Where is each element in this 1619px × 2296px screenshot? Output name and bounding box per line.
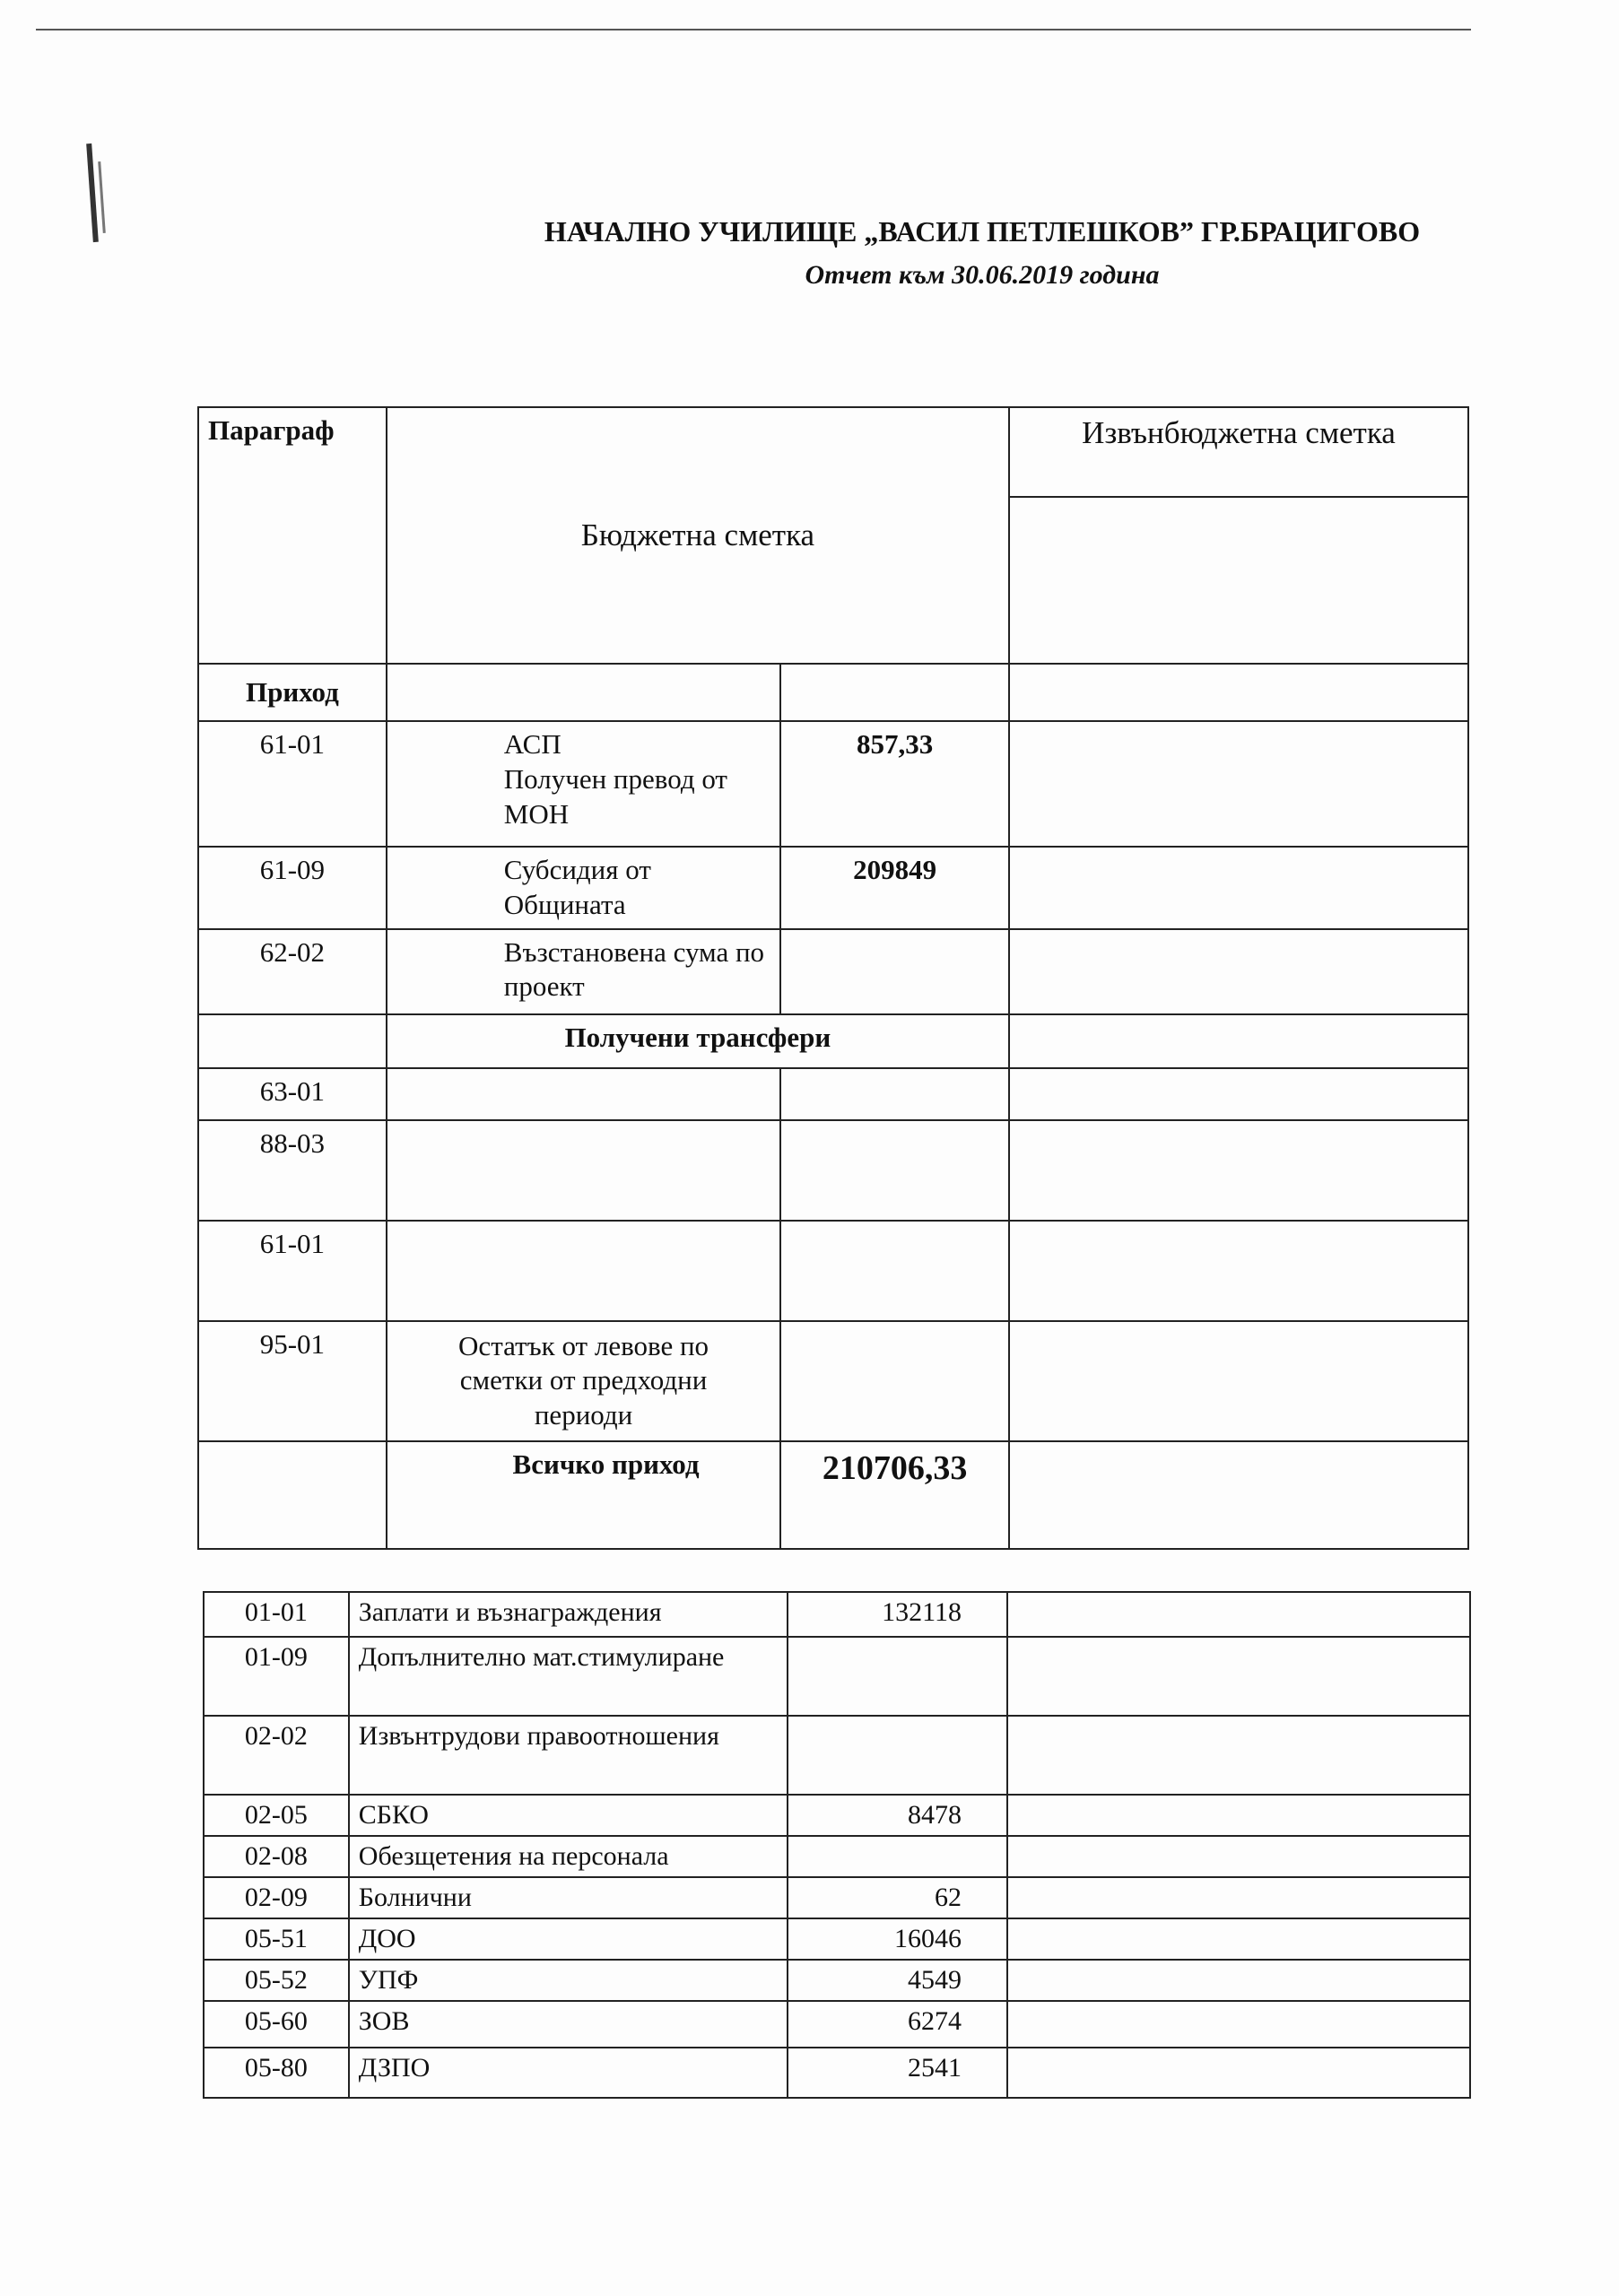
expense-code: 05-60 bbox=[204, 2001, 349, 2048]
expense-row bbox=[204, 2048, 1470, 2098]
empty-cell bbox=[1007, 2048, 1470, 2098]
empty-cell bbox=[1009, 664, 1468, 721]
expense-row bbox=[204, 2001, 1470, 2048]
row-code: 61-01 bbox=[198, 1221, 387, 1321]
expense-value bbox=[788, 1836, 1007, 1877]
row-value: 857,33 bbox=[780, 721, 1009, 847]
empty-cell bbox=[387, 1120, 781, 1221]
header-budget-account: Бюджетна сметка bbox=[387, 407, 1009, 664]
expense-value: 4549 bbox=[788, 1960, 1007, 2001]
row-description bbox=[387, 721, 781, 847]
empty-cell bbox=[1009, 929, 1468, 1014]
expense-value: 2541 bbox=[788, 2048, 1007, 2098]
empty-cell bbox=[1007, 1960, 1470, 2001]
row-value bbox=[780, 929, 1009, 1014]
empty-cell bbox=[1007, 1592, 1470, 1637]
row-code: 95-01 bbox=[198, 1321, 387, 1441]
top-rule bbox=[36, 29, 1471, 30]
expense-description: Заплати и възнаграждения bbox=[349, 1592, 788, 1637]
expense-code: 05-52 bbox=[204, 1960, 349, 2001]
empty-cell bbox=[1009, 847, 1468, 929]
expense-description: Допълнително мат.стимулиране bbox=[349, 1637, 788, 1716]
row-description: Остатък от левове по сметки от предходни периоди bbox=[387, 1321, 781, 1441]
expense-row bbox=[204, 1795, 1470, 1836]
empty-cell bbox=[387, 1068, 781, 1120]
empty-cell bbox=[1007, 1918, 1470, 1960]
row-code: 61-09 bbox=[198, 847, 387, 929]
empty-cell bbox=[387, 664, 781, 721]
expense-row bbox=[204, 1716, 1470, 1795]
expense-value: 6274 bbox=[788, 2001, 1007, 2048]
total-value: 210706,33 bbox=[780, 1441, 1009, 1549]
expense-table bbox=[203, 1591, 1471, 2099]
expense-description: ДЗПО bbox=[349, 2048, 788, 2098]
empty-cell bbox=[1007, 1877, 1470, 1918]
empty-cell bbox=[1007, 1637, 1470, 1716]
empty-cell bbox=[1007, 1836, 1470, 1877]
document-subtitle: Отчет към 30.06.2019 година bbox=[805, 260, 1160, 290]
expense-value bbox=[788, 1716, 1007, 1795]
expense-code: 01-09 bbox=[204, 1637, 349, 1716]
expense-code: 02-09 bbox=[204, 1877, 349, 1918]
empty-cell bbox=[387, 1221, 781, 1321]
row-code: 63-01 bbox=[198, 1068, 387, 1120]
empty-cell bbox=[780, 1221, 1009, 1321]
expense-description: Болнични bbox=[349, 1877, 788, 1918]
empty-cell bbox=[1009, 721, 1468, 847]
total-label: Всичко приход bbox=[387, 1441, 781, 1549]
empty-cell bbox=[198, 1441, 387, 1549]
expense-code: 02-05 bbox=[204, 1795, 349, 1836]
empty-cell bbox=[1009, 1014, 1468, 1068]
row-code: 88-03 bbox=[198, 1120, 387, 1221]
row-description-line: АСП bbox=[503, 728, 561, 760]
empty-cell bbox=[1009, 1441, 1468, 1549]
empty-cell bbox=[780, 1120, 1009, 1221]
expense-row bbox=[204, 1836, 1470, 1877]
empty-cell bbox=[1009, 1120, 1468, 1221]
transfers-label: Получени трансфери bbox=[387, 1014, 1009, 1068]
row-description-line: Получен превод от МОН bbox=[503, 762, 727, 830]
header-paragraph: Параграф bbox=[198, 407, 387, 664]
empty-cell bbox=[1007, 1795, 1470, 1836]
expense-code: 02-02 bbox=[204, 1716, 349, 1795]
expense-value: 132118 bbox=[788, 1592, 1007, 1637]
expense-description: Обезщетения на персонала bbox=[349, 1836, 788, 1877]
expense-value: 16046 bbox=[788, 1918, 1007, 1960]
empty-cell bbox=[198, 1014, 387, 1068]
expense-value bbox=[788, 1637, 1007, 1716]
expense-code: 05-80 bbox=[204, 2048, 349, 2098]
expense-row bbox=[204, 1592, 1470, 1637]
expense-description: Извънтрудови правоотношения bbox=[349, 1716, 788, 1795]
expense-code: 01-01 bbox=[204, 1592, 349, 1637]
expense-description: УПФ bbox=[349, 1960, 788, 2001]
row-code: 61-01 bbox=[198, 721, 387, 847]
section-income-label: Приход bbox=[198, 664, 387, 721]
row-description: Възстановена сума по проект bbox=[387, 929, 781, 1014]
row-value: 209849 bbox=[780, 847, 1009, 929]
header-extra-empty bbox=[1009, 497, 1468, 664]
row-code: 62-02 bbox=[198, 929, 387, 1014]
row-description: Субсидия от Общината bbox=[387, 847, 781, 929]
header-extra-budget-account: Извънбюджетна сметка bbox=[1009, 407, 1468, 497]
expense-description: ДОО bbox=[349, 1918, 788, 1960]
income-table bbox=[197, 406, 1469, 1550]
expense-description: ЗОВ bbox=[349, 2001, 788, 2048]
expense-value: 8478 bbox=[788, 1795, 1007, 1836]
expense-row bbox=[204, 1918, 1470, 1960]
expense-code: 02-08 bbox=[204, 1836, 349, 1877]
empty-cell bbox=[1009, 1221, 1468, 1321]
empty-cell bbox=[780, 664, 1009, 721]
empty-cell bbox=[780, 1321, 1009, 1441]
expense-row bbox=[204, 1960, 1470, 2001]
expense-value: 62 bbox=[788, 1877, 1007, 1918]
expense-row bbox=[204, 1877, 1470, 1918]
expense-row bbox=[204, 1637, 1470, 1716]
empty-cell bbox=[1007, 1716, 1470, 1795]
empty-cell bbox=[1007, 2001, 1470, 2048]
empty-cell bbox=[1009, 1068, 1468, 1120]
document-title: НАЧАЛНО УЧИЛИЩЕ „ВАСИЛ ПЕТЛЕШКОВ” ГР.БРАЦИГОВО bbox=[544, 215, 1421, 248]
expense-code: 05-51 bbox=[204, 1918, 349, 1960]
empty-cell bbox=[1009, 1321, 1468, 1441]
expense-description: СБКО bbox=[349, 1795, 788, 1836]
empty-cell bbox=[780, 1068, 1009, 1120]
